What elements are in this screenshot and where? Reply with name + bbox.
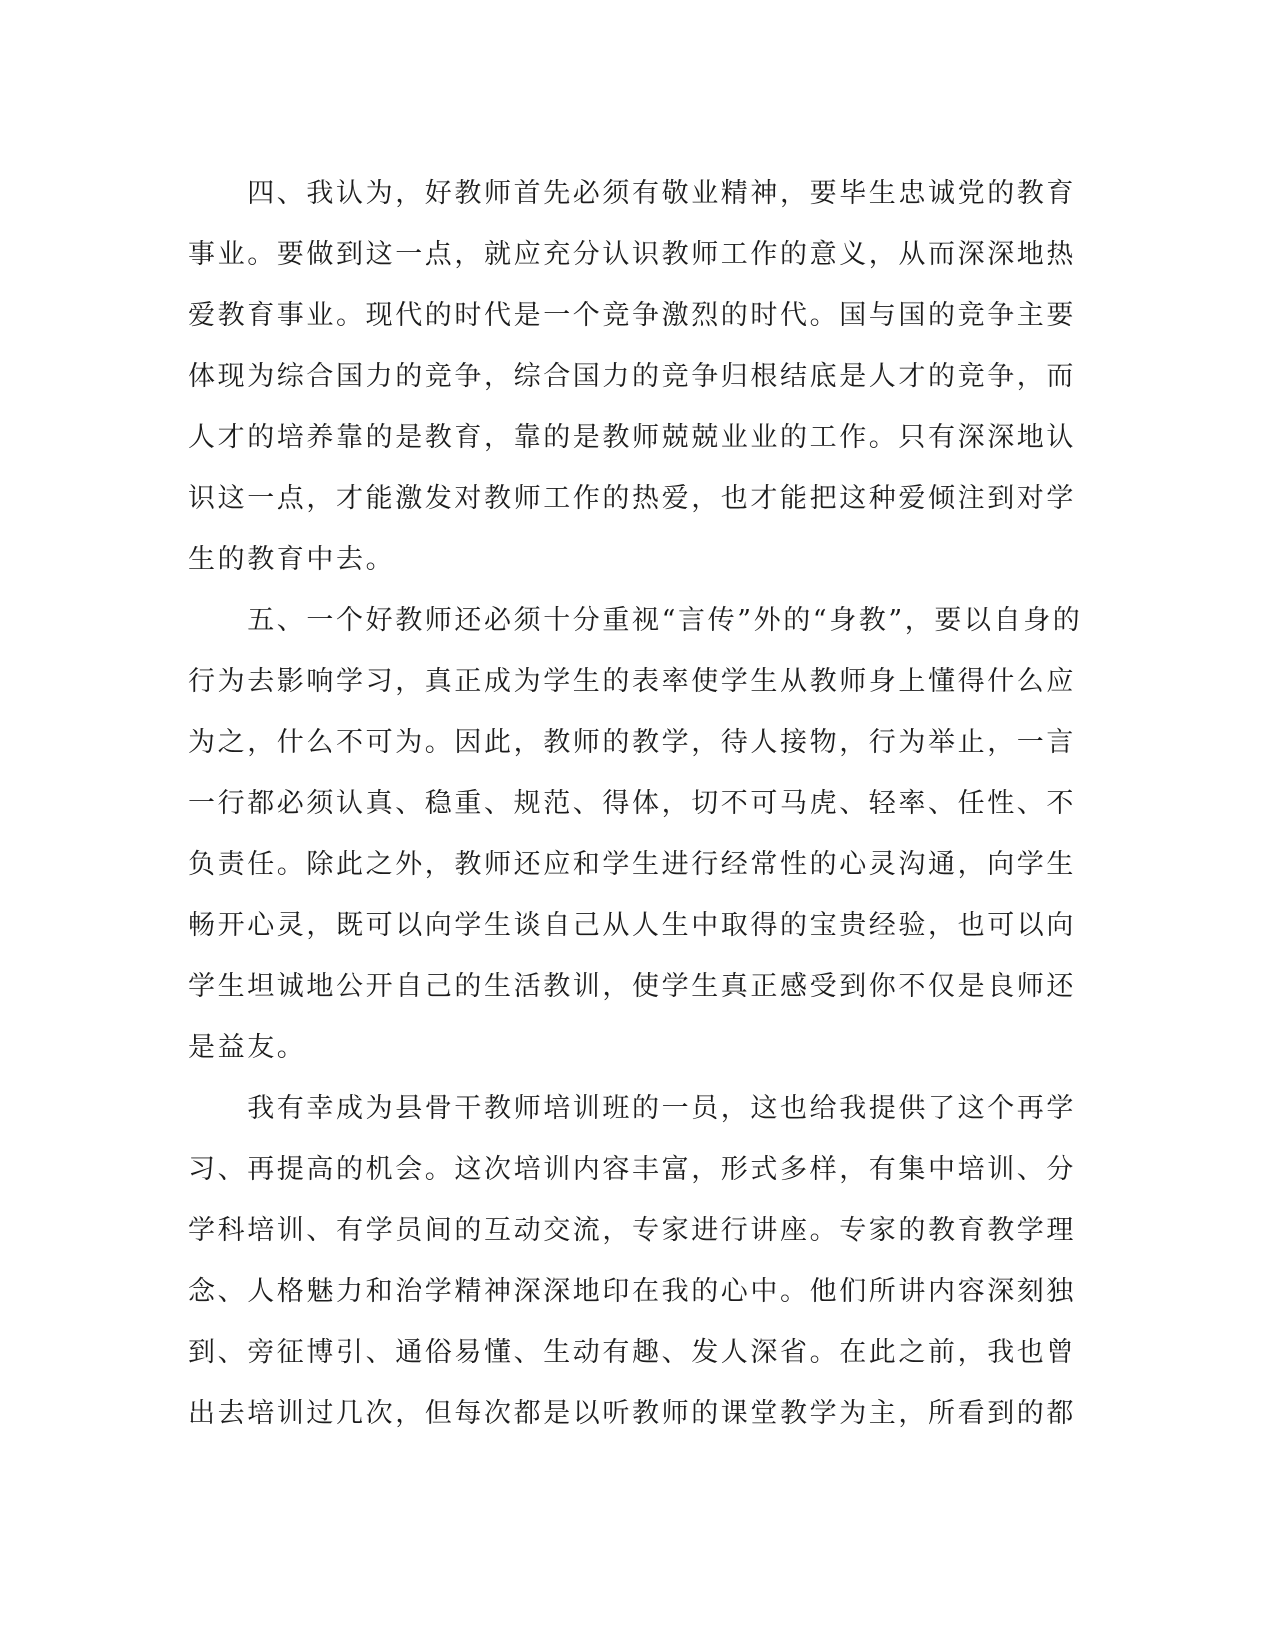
text-line: 到、旁征博引、通俗易懂、生动有趣、发人深省。在此之前，我也曾 [188, 1337, 1076, 1368]
paragraph-training [188, 1078, 1076, 1444]
text-line: 是益友。 [188, 1032, 307, 1063]
text-line: 念、人格魅力和治学精神深深地印在我的心中。他们所讲内容深刻独 [188, 1276, 1076, 1307]
text-line: 行为去影响学习，真正成为学生的表率使学生从教师身上懂得什么应 [188, 666, 1076, 697]
text-line: 识这一点，才能激发对教师工作的热爱，也才能把这种爱倾注到对学 [188, 483, 1076, 514]
text-line: 出去培训过几次，但每次都是以听教师的课堂教学为主，所看到的都 [188, 1398, 1076, 1429]
text-line: 畅开心灵，既可以向学生谈自己从人生中取得的宝贵经验，也可以向 [188, 910, 1076, 941]
text-line: 负责任。除此之外，教师还应和学生进行经常性的心灵沟通，向学生 [188, 849, 1076, 880]
text-line: 事业。要做到这一点，就应充分认识教师工作的意义，从而深深地热 [188, 239, 1076, 270]
text-line: 我有幸成为县骨干教师培训班的一员，这也给我提供了这个再学 [188, 1093, 1076, 1124]
paragraph-dedication [188, 163, 1076, 590]
document-body [188, 163, 1083, 1444]
text-line: 习、再提高的机会。这次培训内容丰富，形式多样，有集中培训、分 [188, 1154, 1076, 1185]
text-line: 生的教育中去。 [188, 544, 396, 575]
text-line: 学生坦诚地公开自己的生活教训，使学生真正感受到你不仅是良师还 [188, 971, 1076, 1002]
text-line: 一行都必须认真、稳重、规范、得体，切不可马虎、轻率、任性、不 [188, 788, 1076, 819]
text-line: 为之，什么不可为。因此，教师的教学，待人接物，行为举止，一言 [188, 727, 1076, 758]
text-line: 人才的培养靠的是教育，靠的是教师兢兢业业的工作。只有深深地认 [188, 422, 1076, 453]
paragraph-example [188, 590, 1083, 1078]
text-line: 爱教育事业。现代的时代是一个竞争激烈的时代。国与国的竞争主要 [188, 300, 1076, 331]
text-line: 体现为综合国力的竞争，综合国力的竞争归根结底是人才的竞争，而 [188, 361, 1076, 392]
text-line: 五、一个好教师还必须十分重视“言传”外的“身教”，要以自身的 [188, 605, 1083, 636]
text-line: 四、我认为，好教师首先必须有敬业精神，要毕生忠诚党的教育 [188, 178, 1076, 209]
text-line: 学科培训、有学员间的互动交流，专家进行讲座。专家的教育教学理 [188, 1215, 1076, 1246]
